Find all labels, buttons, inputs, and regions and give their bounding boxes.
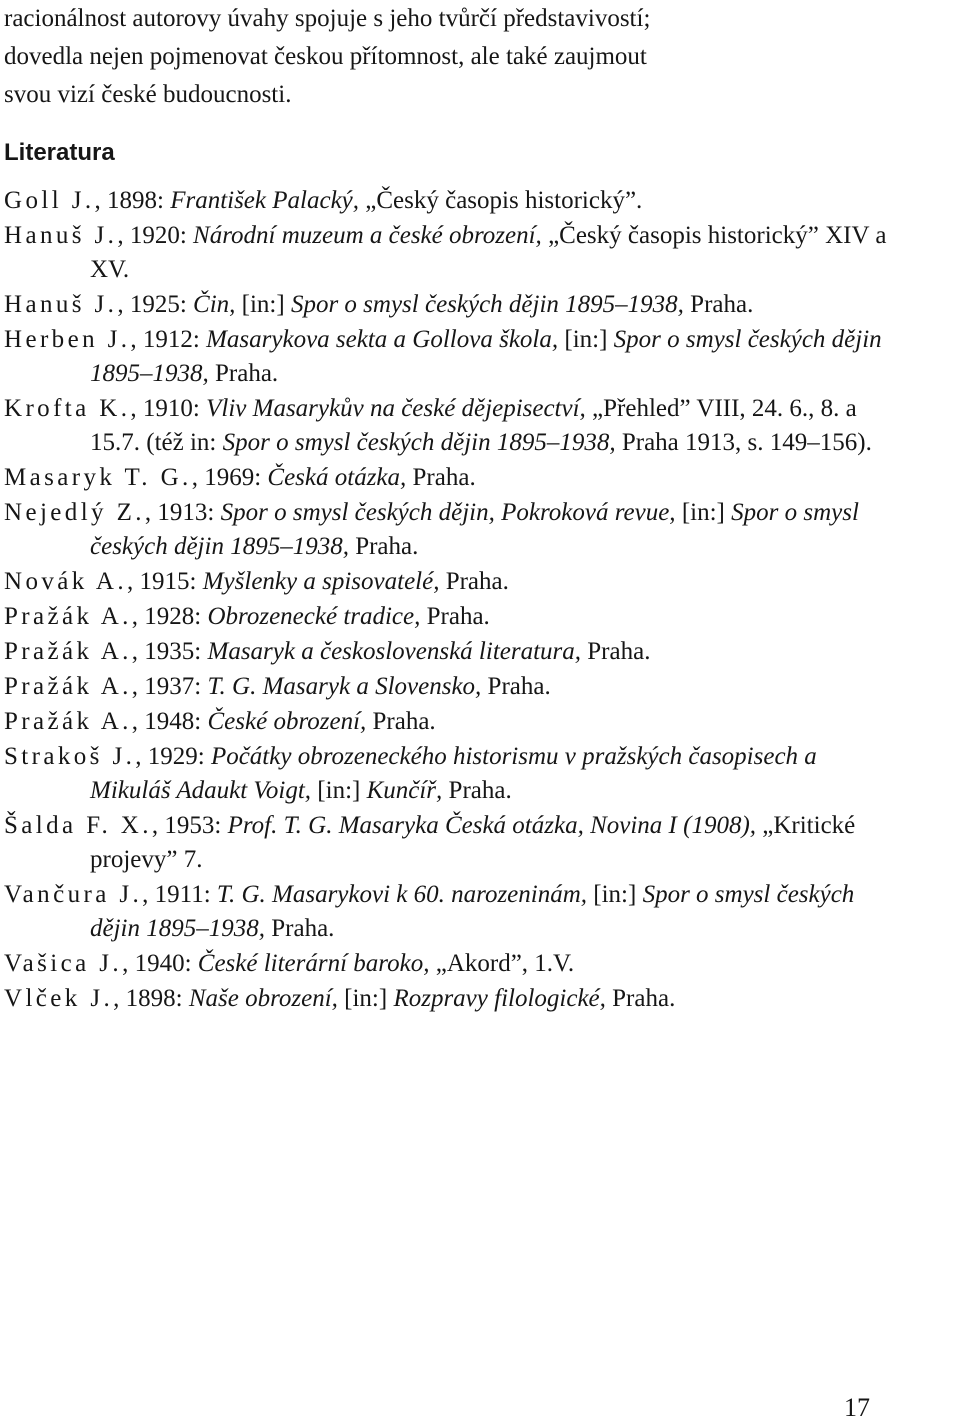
reference-title: Spor o smysl českých dějin 1895–1938, [222, 429, 616, 456]
reference-title: České obrození, [207, 708, 367, 735]
section-heading: Literatura [4, 139, 115, 166]
reference-text: [in:] [587, 881, 643, 908]
reference-text: Praha. [265, 915, 335, 942]
reference-title: Masaryk a československá literatura, [207, 638, 582, 665]
reference-entry [4, 705, 894, 739]
reference-text: Praha. [442, 777, 512, 804]
reference-title: T. G. Masaryk a Slovensko, [207, 673, 482, 700]
reference-text: , 1948: [131, 708, 208, 735]
reference-entry [4, 288, 894, 322]
reference-author: Krofta K. [4, 395, 131, 422]
reference-text: , 1898: [113, 985, 189, 1012]
reference-entry [4, 878, 894, 946]
reference-entry [4, 635, 894, 669]
reference-entry [4, 496, 894, 564]
reference-text: , 1925: [117, 291, 194, 318]
reference-title: Rozpravy filologické, [393, 985, 606, 1012]
reference-title: Naše obrození, [188, 985, 338, 1012]
reference-title: Myšlenky a spisovatelé, [202, 568, 440, 595]
reference-author: Hanuš J. [4, 222, 118, 249]
reference-entry [4, 947, 894, 981]
reference-text: Praha. [439, 568, 509, 595]
reference-entry [4, 809, 894, 877]
reference-title: Národní muzeum a české obrození, [193, 222, 542, 249]
reference-author: Goll J. [4, 187, 95, 214]
reference-text: Praha. [605, 985, 676, 1012]
reference-text: [in:] [675, 499, 732, 526]
reference-text: , 1940: [122, 950, 198, 977]
reference-author: Hanuš J. [4, 291, 118, 318]
reference-title: Spor o smysl českých dějin 1895–1938, [90, 326, 882, 387]
reference-author: Vlček J. [4, 985, 114, 1012]
reference-entry [4, 600, 894, 634]
reference-title: Spor o smysl českých dějin 1895–1938, [90, 499, 859, 560]
reference-list [4, 184, 894, 1017]
reference-text: „Akord”, 1.V. [429, 950, 575, 977]
reference-text: , 1969: [191, 464, 268, 491]
reference-author: Pražák A. [4, 638, 132, 665]
reference-text: Praha. [683, 291, 754, 318]
reference-text: „Kritické projevy” 7. [90, 812, 856, 873]
reference-text: , 1898: [94, 187, 171, 214]
reference-title: Spor o smysl českých dějin 1895–1938, [90, 881, 855, 942]
reference-text: , 1911: [142, 881, 217, 908]
reference-title: Kunčíř, [366, 777, 443, 804]
reference-text: , 1915: [127, 568, 203, 595]
intro-line: dovedla nejen pojmenovat českou přítomnost, ale také zaujmout [4, 43, 647, 70]
reference-entry [4, 740, 894, 808]
reference-text: , 1928: [131, 603, 208, 630]
reference-author: Strakoš J. [4, 743, 136, 770]
reference-text: Praha. [581, 638, 651, 665]
intro-line: racionálnost autorovy úvahy spojuje s jeho tvůrčí představivostí; [4, 5, 651, 32]
reference-text: „Český časopis historický” XIV a XV. [90, 222, 887, 283]
reference-text: , 1929: [135, 743, 211, 770]
reference-title: Masarykova sekta a Gollova škola, [206, 326, 559, 353]
reference-title: František Palacký, [170, 187, 360, 214]
reference-author: Masaryk T. G. [4, 464, 192, 491]
reference-author: Herben J. [4, 326, 131, 353]
reference-title: Spor o smysl českých dějin 1895–1938, [290, 291, 684, 318]
reference-entry [4, 392, 894, 460]
reference-entry [4, 323, 894, 391]
reference-author: Pražák A. [4, 708, 132, 735]
reference-entry [4, 670, 894, 704]
reference-text: , 1912: [130, 326, 207, 353]
reference-text: , 1937: [131, 673, 208, 700]
reference-text: „Přehled” VIII, 24. 6., 8. a 15.7. (též in: [90, 395, 857, 456]
reference-text: Praha. [366, 708, 436, 735]
reference-entry [4, 219, 894, 287]
reference-title: České literární baroko, [197, 950, 430, 977]
reference-author: Nejedlý Z. [4, 499, 145, 526]
reference-author: Pražák A. [4, 673, 132, 700]
reference-text: Praha. [481, 673, 551, 700]
reference-text: Praha 1913, s. 149–156). [615, 429, 872, 456]
reference-text: Praha. [406, 464, 476, 491]
reference-text: [in:] [337, 985, 394, 1012]
reference-text: Praha. [420, 603, 490, 630]
reference-text: , 1935: [131, 638, 208, 665]
reference-entry [4, 565, 894, 599]
reference-author: Novák A. [4, 568, 128, 595]
reference-entry [4, 982, 894, 1016]
reference-text: [in:] [235, 291, 291, 318]
intro-paragraph [4, 0, 904, 114]
reference-title: Česká otázka, [267, 464, 407, 491]
reference-text: , 1910: [130, 395, 207, 422]
reference-author: Šalda F. X. [4, 812, 152, 839]
intro-line: svou vizí české budoucnosti. [4, 81, 292, 108]
page-number: 17 [844, 1393, 870, 1422]
reference-title: Obrozenecké tradice, [207, 603, 421, 630]
reference-text: „Český časopis historický”. [359, 187, 643, 214]
reference-author: Pražák A. [4, 603, 132, 630]
reference-title: Vliv Masarykův na české dějepisectví, [206, 395, 586, 422]
reference-text: Praha. [208, 360, 279, 387]
reference-text: Praha. [348, 533, 419, 560]
reference-title: Prof. T. G. Masaryka Česká otázka, Novina I (1908), [227, 812, 757, 839]
reference-author: Vančura J. [4, 881, 143, 908]
reference-author: Vašica J. [4, 950, 123, 977]
reference-text: , 1913: [144, 499, 221, 526]
reference-title: Spor o smysl českých dějin, Pokroková revue, [220, 499, 676, 526]
reference-title: T. G. Masarykovi k 60. narozeninám, [216, 881, 588, 908]
reference-entry [4, 184, 894, 218]
reference-title: Čin, [193, 291, 236, 318]
reference-text: [in:] [311, 777, 367, 804]
reference-entry [4, 461, 894, 495]
reference-title: Počátky obrozeneckého historismu v pražských časopisech a Mikuláš Adaukt Voigt, [90, 743, 817, 804]
reference-text: , 1953: [151, 812, 228, 839]
reference-text: [in:] [558, 326, 614, 353]
reference-text: , 1920: [117, 222, 194, 249]
